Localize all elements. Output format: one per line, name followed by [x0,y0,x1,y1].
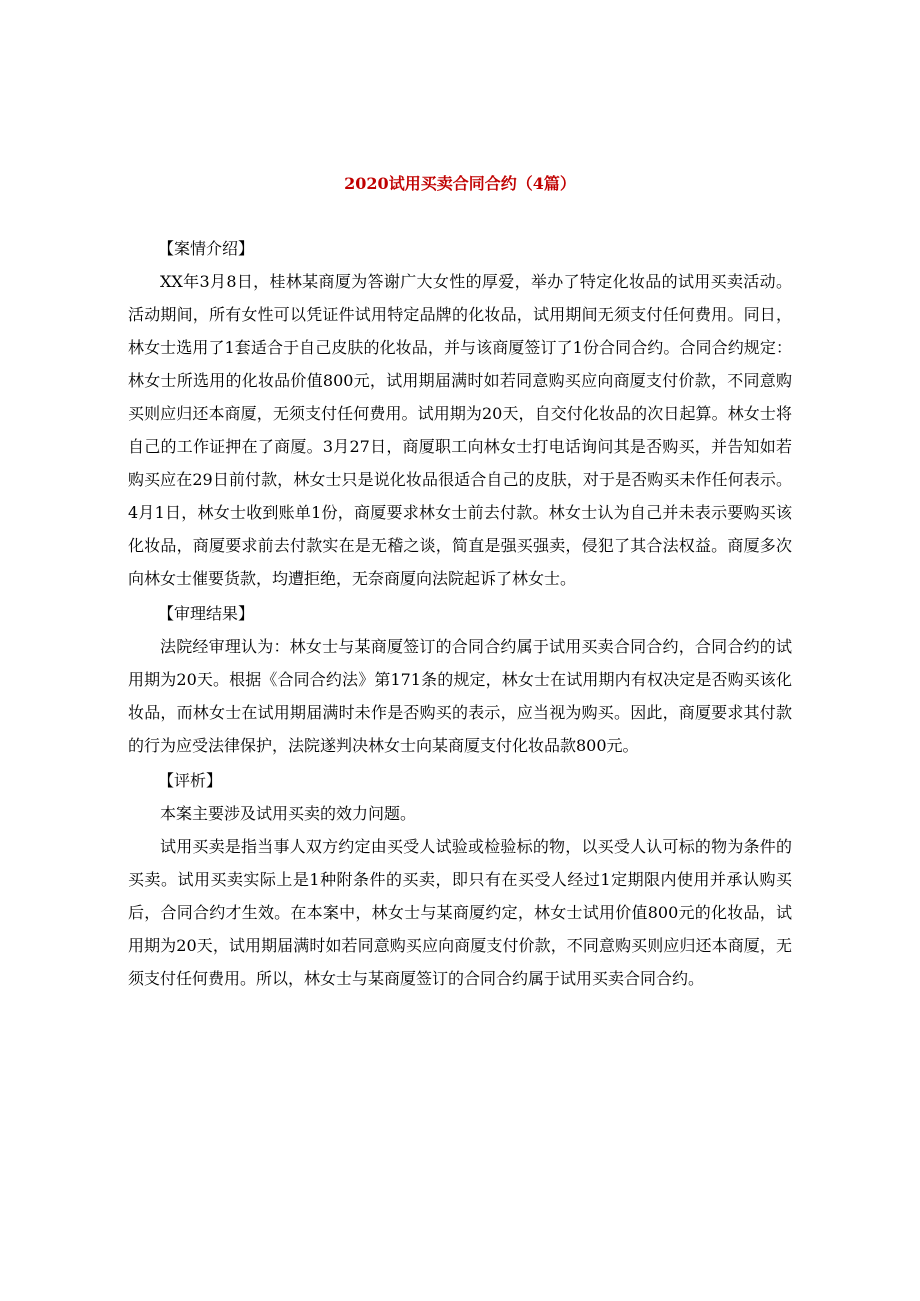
section-heading-trial-result: 【审理结果】 [158,604,255,623]
document-body [128,232,792,995]
analysis-paragraph-1: 本案主要涉及试用买卖的效力问题。 [160,804,417,823]
section-heading-analysis: 【评析】 [158,771,223,790]
section-heading-case-intro: 【案情介绍】 [158,239,255,258]
trial-result-paragraph: 法院经审理认为：林女士与某商厦签订的合同合约属于试用买卖合同合约，合同合约的试用期为20天。根据《合同合约法》第171条的规定，林女士在试用期内有权决定是否购买该化妆品，而林女士在试用期届满时未作是否购买的表示，应当视为购买。因此，商厦要求其付款的行为应受法律保护，法院遂判决林女士向某商厦支付化妆品款800元。 [128,637,792,755]
analysis-paragraph-2: 试用买卖是指当事人双方约定由买受人试验或检验标的物，以买受人认可标的物为条件的买卖。试用买卖实际上是1种附条件的买卖，即只有在买受人经过1定期限内使用并承认购买后，合同合约才生效。在本案中，林女士与某商厦约定，林女士试用价值800元的化妆品，试用期为20天，试用期届满时如若同意购买应向商厦支付价款，不同意购买则应归还本商厦，无须支付任何费用。所以，林女士与某商厦签订的合同合约属于试用买卖合同合约。 [128,837,792,988]
document-title: 2020试用买卖合同合约（4篇） [344,174,576,193]
case-intro-paragraph: XX年3月8日，桂林某商厦为答谢广大女性的厚爱，举办了特定化妆品的试用买卖活动。活动期间，所有女性可以凭证件试用特定品牌的化妆品，试用期间无须支付任何费用。同日，林女士选用了1套适合于自己皮肤的化妆品，并与该商厦签订了1份合同合约。合同合约规定：林女士所选用的化妆品价值800元，试用期届满时如若同意购买应向商厦支付价款，不同意购买则应归还本商厦，无须支付任何费用。试用期为20天，自交付化妆品的次日起算。林女士将自己的工作证押在了商厦。3月27日，商厦职工向林女士打电话询问其是否购买，并告知如若购买应在29日前付款，林女士只是说化妆品很适合自己的皮肤，对于是否购买未作任何表示。4月1日，林女士收到账单1份，商厦要求林女士前去付款。林女士认为自己并未表示要购买该化妆品，商厦要求前去付款实在是无稽之谈，简直是强买强卖，侵犯了其合法权益。商厦多次向林女士催要货款，均遭拒绝，无奈商厦向法院起诉了林女士。 [128,272,792,588]
